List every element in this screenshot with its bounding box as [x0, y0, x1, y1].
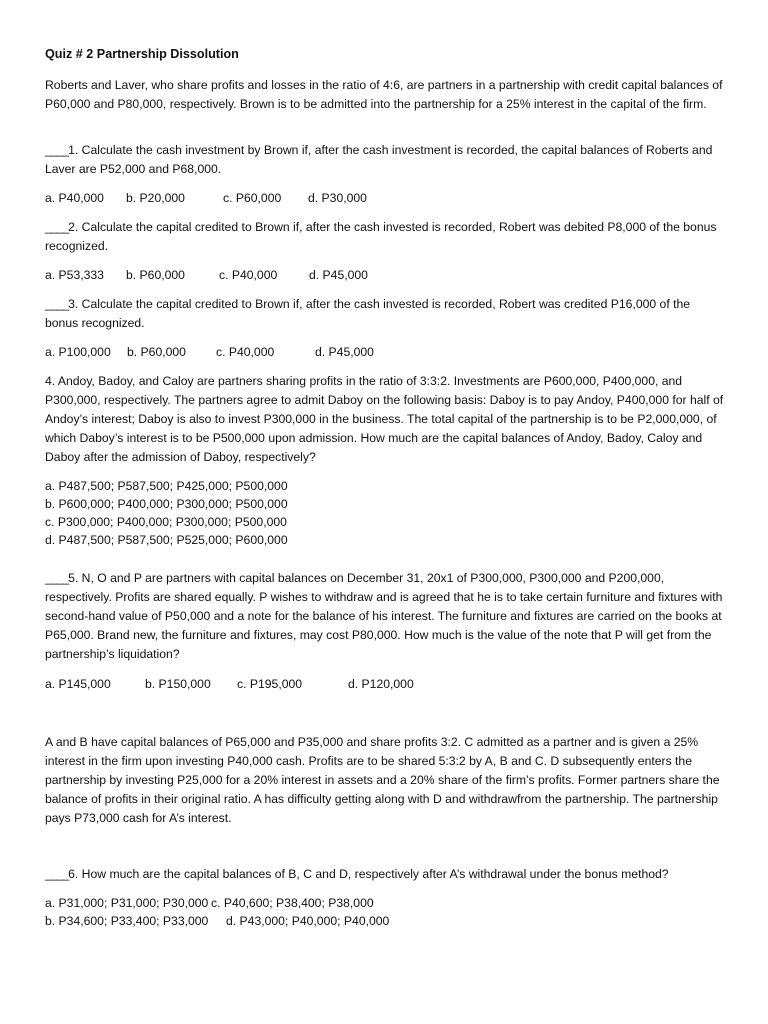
question-1-text: 1. Calculate the cash investment by Brown if, after the cash investment is recorded, the capital balances of Roberts and Laver are P52,000 and P68,000.: [45, 143, 713, 176]
q5-option-b: b. P150,000: [145, 677, 211, 691]
question-2: [45, 218, 725, 256]
question-3-options: [45, 343, 725, 362]
question-4: 4. Andoy, Badoy, and Caloy are partners sharing profits in the ratio of 3:3:2. Investments are P600,000, P400,000, and P300,000, respectively. The partners agree to admit Daboy on the following basis: Daboy is to pay Andoy, P400,000 for half of Andoy’s interest; Daboy is also to invest P300,000 in the business. The total capital of the partnership is to be P2,000,000, of which Daboy’s interest is to be P500,000 upon admission. How much are the capital balances of Andoy, Badoy, Caloy and Daboy after the admission of Daboy, respectively?: [45, 374, 724, 464]
q4-option-a: a. P487,500; P587,500; P425,000; P500,000: [45, 479, 288, 493]
q1-option-b: b. P20,000: [126, 191, 185, 205]
question-5-text: 5. N, O and P are partners with capital balances on December 31, 20x1 of P300,000, P300,000 and P200,000, respectively. Profits are shared equally. P wishes to withdraw and is agreed that he is to take certain furniture and fixtures with second-hand value of P50,000 and a note for the balance of his interest. The furniture and fixtures are carried on the books at P65,000. Brand new, the furniture and fixtures, may cost P80,000. How much is the value of the note that P will get from the partnership’s liquidation?: [45, 571, 723, 661]
q1-option-c: c. P60,000: [223, 191, 282, 205]
q1-option-d: d. P30,000: [308, 191, 367, 205]
intro-paragraph: Roberts and Laver, who share profits and losses in the ratio of 4:6, are partners in a partnership with credit capital balances of P60,000 and P80,000, respectively. Brown is to be admitted into the partnership for a 25% interest in the capital of the firm.: [45, 78, 723, 111]
question-3-text: 3. Calculate the capital credited to Brown if, after the cash invested is recorded, Robert was credited P16,000 of the bonus recognized.: [45, 297, 691, 330]
question-1: [45, 141, 725, 179]
q2-option-c: c. P40,000: [219, 268, 278, 282]
quiz-title: Quiz # 2 Partnership Dissolution: [45, 47, 239, 61]
answer-blank-5: ____: [45, 571, 69, 585]
q3-option-d: d. P45,000: [315, 345, 374, 359]
q5-option-a: a. P145,000: [45, 677, 111, 691]
q6-option-b: b. P34,600; P33,400; P33,000: [45, 914, 209, 928]
question-6: [45, 865, 725, 884]
question-2-options: [45, 266, 725, 285]
q3-option-a: a. P100,000: [45, 345, 111, 359]
question-4-options: [45, 477, 725, 549]
q4-option-b: b. P600,000; P400,000; P300,000; P500,000: [45, 497, 288, 511]
q6-option-d: d. P43,000; P40,000; P40,000: [226, 914, 390, 928]
question-6-options-row-2: [45, 912, 725, 931]
question-6-text: 6. How much are the capital balances of B, C and D, respectively after A’s withdrawal under the bonus method?: [68, 867, 669, 881]
answer-blank-1: ____: [45, 143, 69, 157]
answer-blank-3: ____: [45, 297, 69, 311]
question-5: [45, 569, 725, 664]
answer-blank-2: ____: [45, 220, 69, 234]
question-5-options: [45, 675, 725, 694]
q2-option-a: a. P53,333: [45, 268, 104, 282]
q5-option-c: c. P195,000: [237, 677, 303, 691]
question-2-text: 2. Calculate the capital credited to Brown if, after the cash invested is recorded, Robert was debited P8,000 of the bonus recognized.: [45, 220, 717, 253]
q4-option-c: c. P300,000; P400,000; P300,000; P500,000: [45, 515, 287, 529]
question-1-options: [45, 189, 725, 208]
answer-blank-6: ____: [45, 867, 69, 881]
q1-option-a: a. P40,000: [45, 191, 104, 205]
q2-option-b: b. P60,000: [126, 268, 185, 282]
case-paragraph: A and B have capital balances of P65,000 and P35,000 and share profits 3:2. C admitted as a partner and is given a 25% interest in the firm upon investing P40,000 cash. Profits are to be shared 5:3:2 by A, B and C. D subsequently enters the partnership by investing P25,000 for a 20% interest in assets and a 20% share of the firm’s profits. Former partners share the balance of profits in their original ratio. A has difficulty getting along with D and withdrawfrom the partnership. The partnership pays P73,000 cash for A’s interest.: [45, 735, 720, 825]
q4-option-d: d. P487,500; P587,500; P525,000; P600,000: [45, 533, 288, 547]
q3-option-b: b. P60,000: [127, 345, 186, 359]
question-3: [45, 295, 725, 333]
q6-option-a: a. P31,000; P31,000; P30,000: [45, 896, 209, 910]
q2-option-d: d. P45,000: [309, 268, 368, 282]
q6-option-c: c. P40,600; P38,400; P38,000: [211, 896, 374, 910]
q5-option-d: d. P120,000: [348, 677, 414, 691]
question-6-options-row-1: [45, 894, 725, 913]
q3-option-c: c. P40,000: [216, 345, 275, 359]
